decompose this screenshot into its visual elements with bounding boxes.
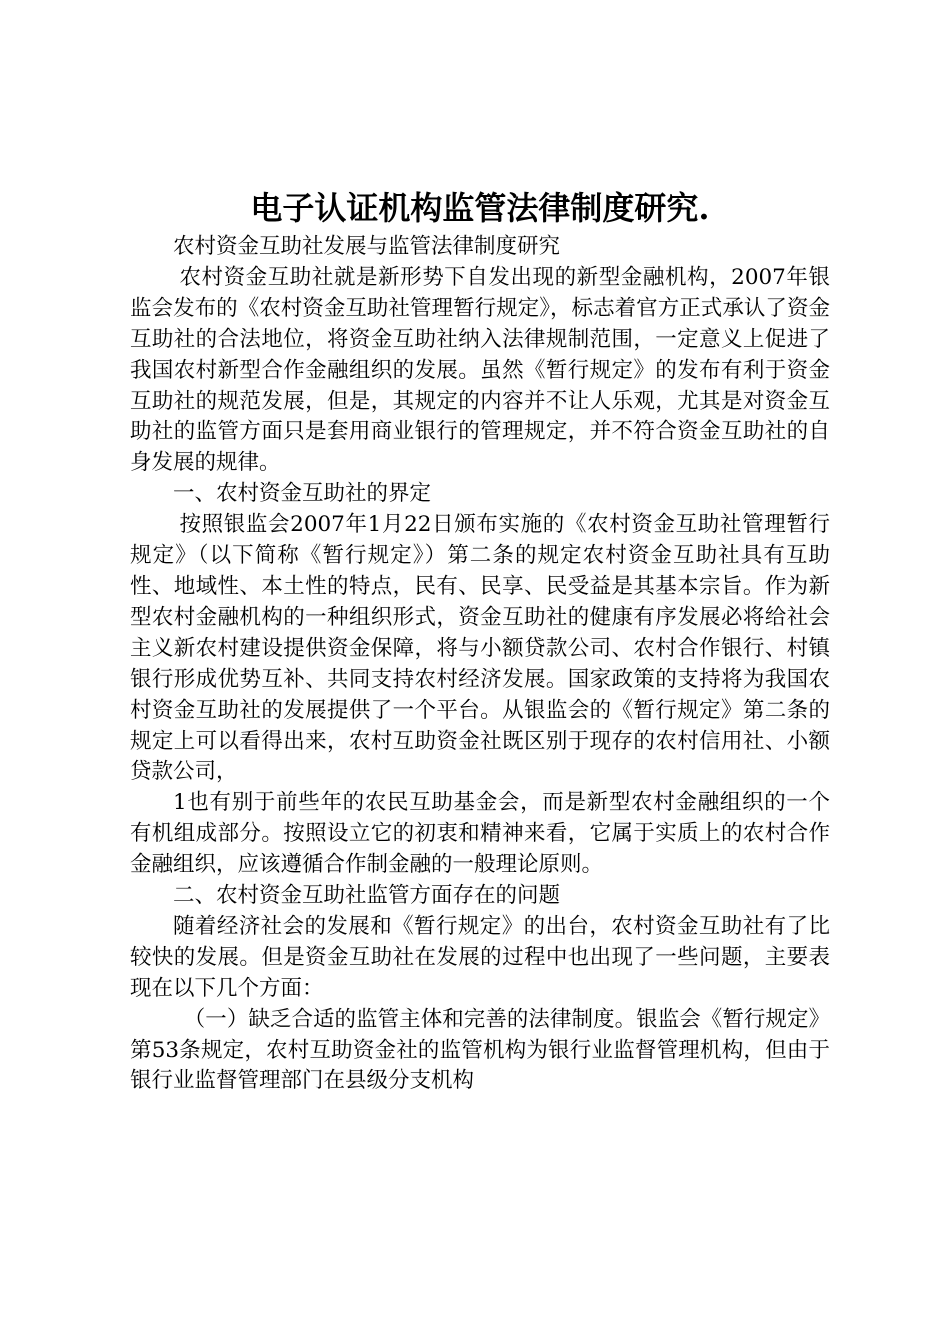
body-paragraph: （一）缺乏合适的监管主体和完善的法律制度。银监会《暂行规定》第53条规定，农村互助资金社的监管机构为银行业监督管理机构，但由于银行业监督管理部门在县级分支机构 [130, 1006, 830, 1094]
section-heading: 二、农村资金互助社监管方面存在的问题 [173, 883, 561, 909]
body-paragraph: 随着经济社会的发展和《暂行规定》的出台，农村资金互助社有了比较快的发展。但是资金互助社在发展的过程中也出现了一些问题，主要表现在以下几个方面： [130, 913, 830, 1001]
body-paragraph: 1也有别于前些年的农民互助基金会，而是新型农村金融组织的一个有机组成部分。按照设立它的初衷和精神来看，它属于实质上的农村合作金融组织，应该遵循合作制金融的一般理论原则。 [130, 790, 830, 878]
body-paragraph: 农村资金互助社就是新形势下自发出现的新型金融机构，2007年银监会发布的《农村资金互助社管理暂行规定》，标志着官方正式承认了资金互助社的合法地位，将资金互助社纳入法律规制范围，一定意义上促进了我国农村新型合作金融组织的发展。虽然《暂行规定》的发布有利于资金互助社的规范发展，但是，其规定的内容并不让人乐观，尤其是对资金互助社的监管方面只是套用商业银行的管理规定，并不符合资金互助社的自身发展的规律。 [130, 264, 830, 476]
body-paragraph: 按照银监会2007年1月22日颁布实施的《农村资金互助社管理暂行规定》（以下简称《暂行规定》）第二条的规定农村资金互助社具有互助性、地域性、本土性的特点，民有、民享、民受益是其基本宗旨。作为新型农村金融机构的一种组织形式，资金互助社的健康有序发展必将给社会主义新农村建设提供资金保障，将与小额贷款公司、农村合作银行、村镇银行形成优势互补、共同支持农村经济发展。国家政策的支持将为我国农村资金互助社的发展提供了一个平台。从银监会的《暂行规定》第二条的规定上可以看得出来，农村互助资金社既区别于现存的农村信用社、小额贷款公司， [130, 512, 830, 785]
document-body [130, 232, 830, 1097]
subtitle-paragraph: 农村资金互助社发展与监管法律制度研究 [173, 234, 561, 259]
document-title: 电子认证机构监管法律制度研究. [250, 189, 710, 227]
section-heading: 一、农村资金互助社的界定 [173, 481, 432, 507]
